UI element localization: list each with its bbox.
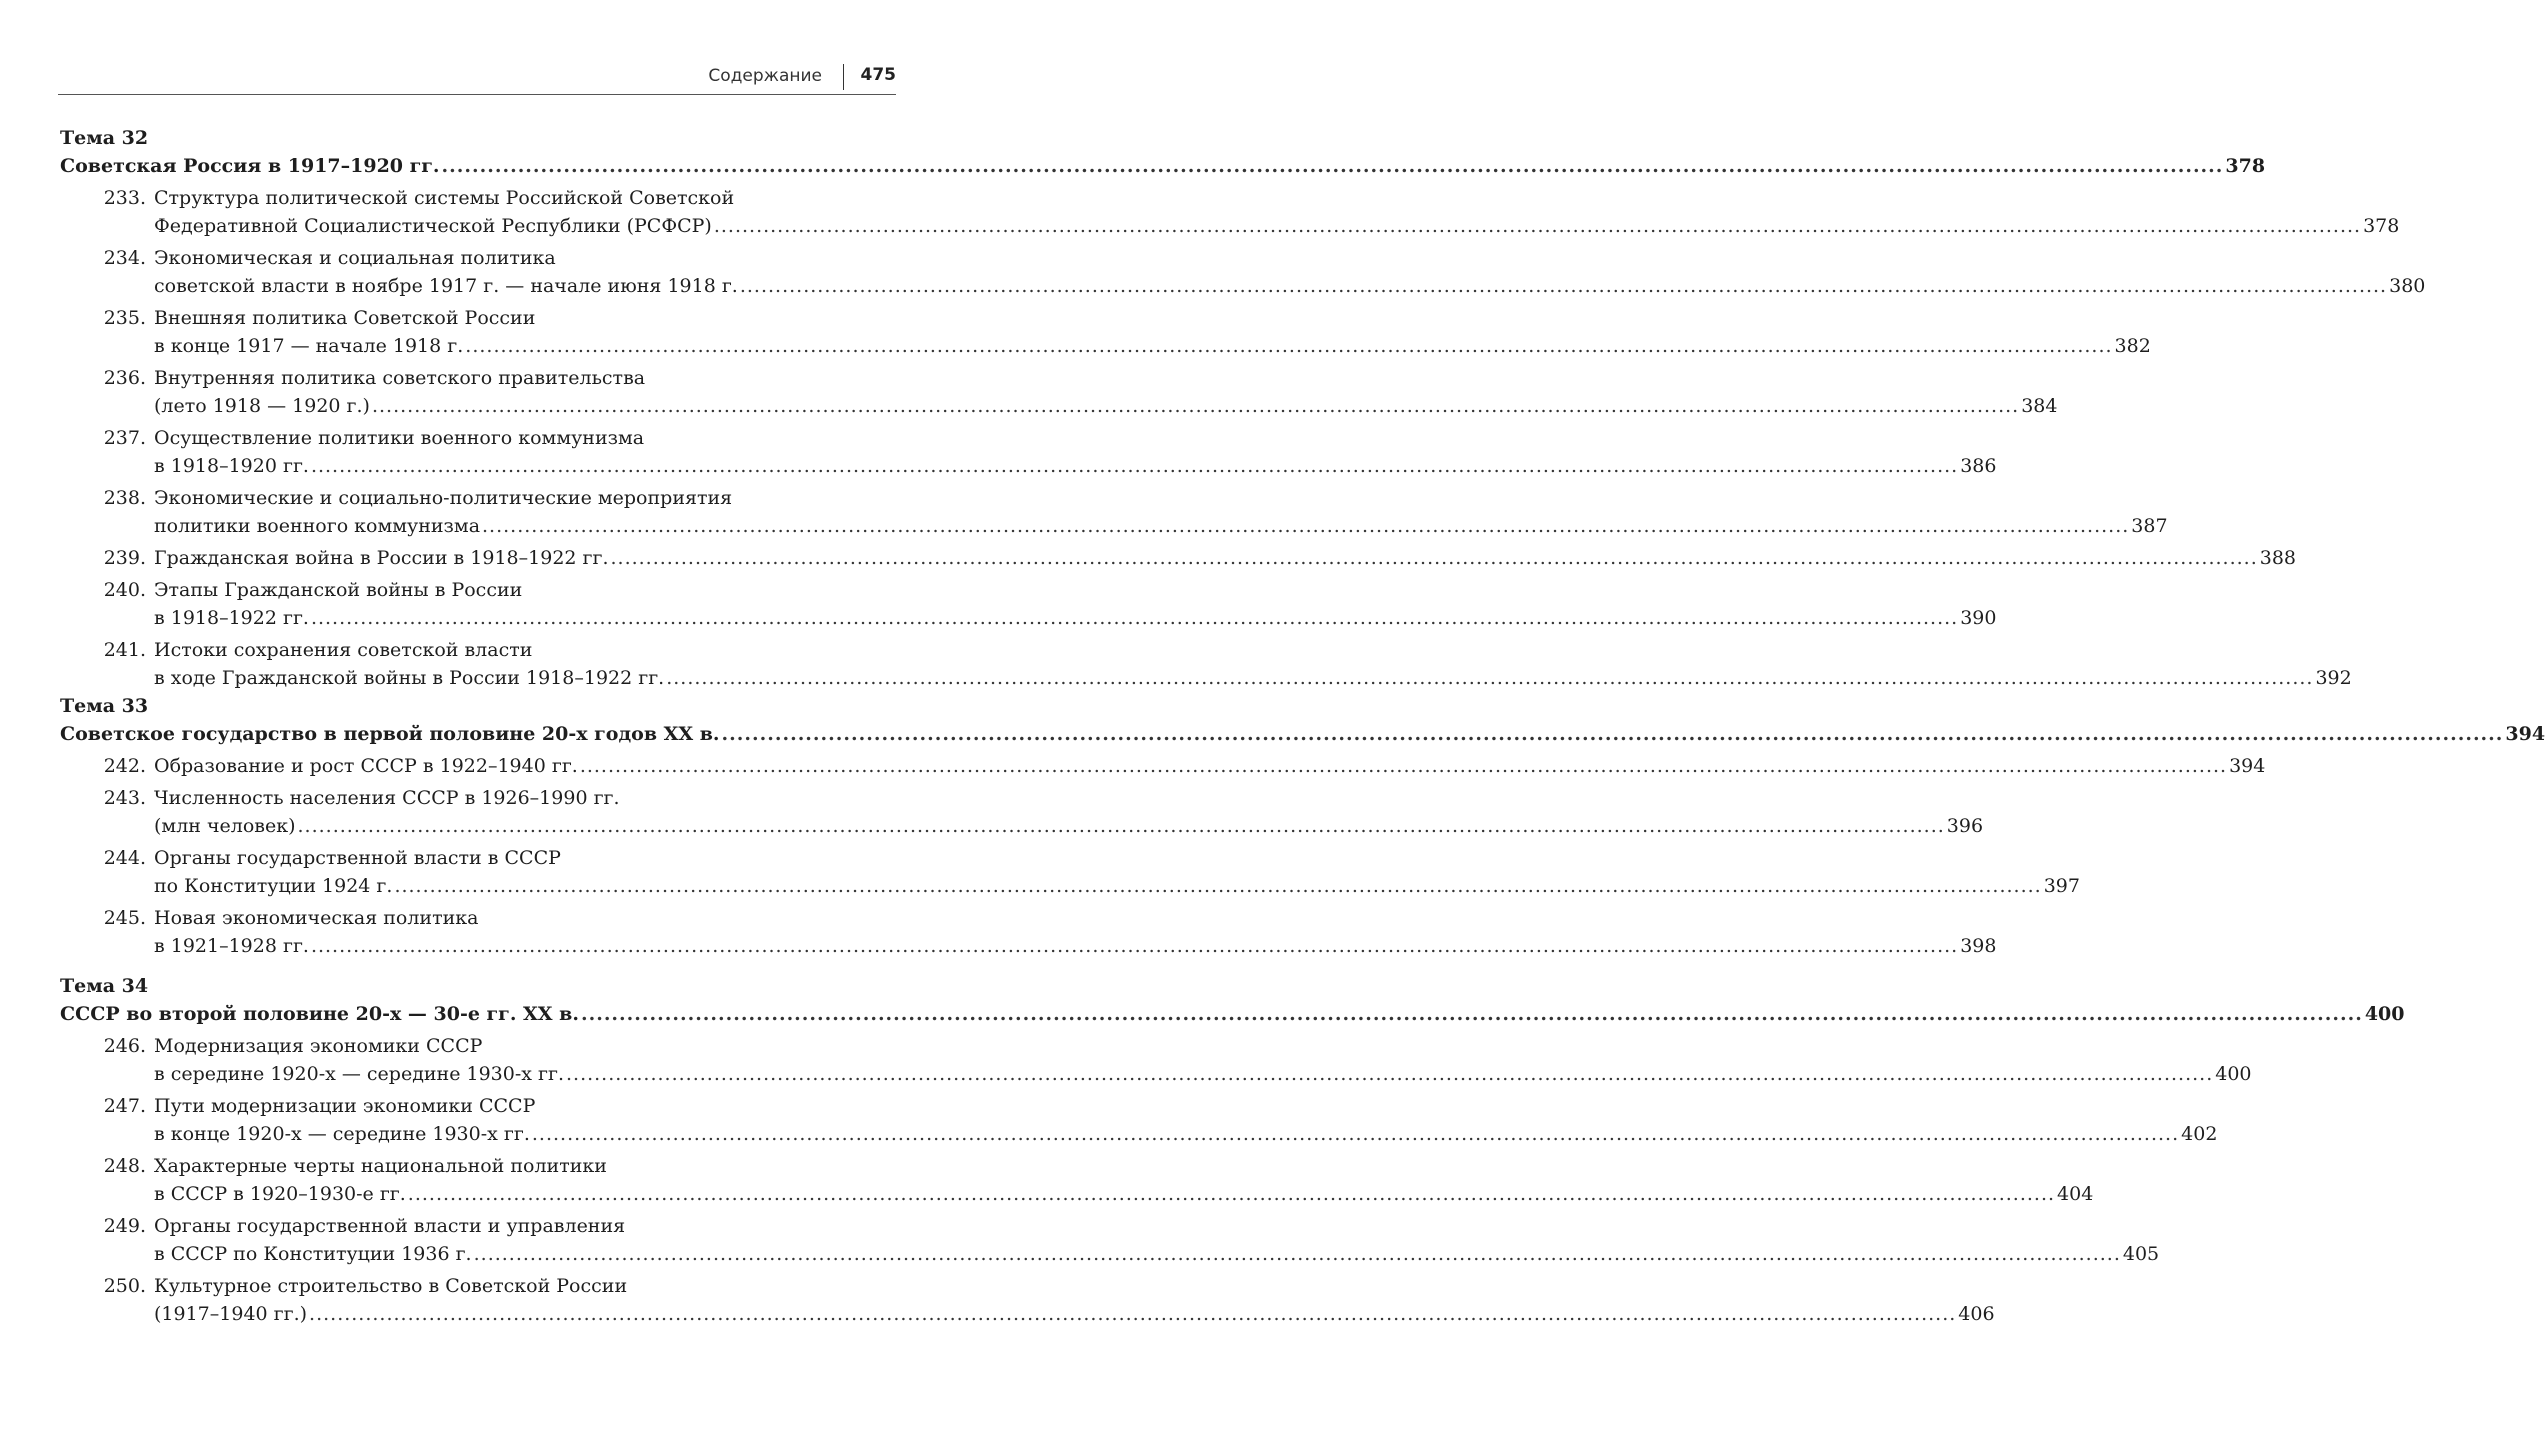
entry-title-line: Истоки сохранения советской власти bbox=[154, 639, 533, 661]
entry-title-line: политики военного коммунизма bbox=[154, 515, 481, 537]
entry-number: 238. bbox=[103, 487, 146, 509]
entry-page: 397 bbox=[2043, 875, 2080, 897]
entry-number: 235. bbox=[103, 307, 146, 329]
entry-title-line: в 1921–1928 гг. bbox=[154, 935, 309, 957]
leader-dots: .......................................................................................................................................................................................................................................... bbox=[531, 1123, 2180, 1145]
entry-page: 382 bbox=[2114, 335, 2151, 357]
toc-entry[interactable] bbox=[60, 244, 2426, 300]
entry-title-line: в 1918–1922 гг. bbox=[154, 607, 309, 629]
leader-dots: .......................................................................................................................................................................................................................................... bbox=[465, 335, 2113, 357]
toc-entry[interactable] bbox=[60, 1152, 2094, 1208]
leader-dots: .......................................................................................................................................................................................................................................... bbox=[580, 1003, 2363, 1025]
topic-title[interactable] bbox=[60, 1000, 2405, 1028]
entry-number: 248. bbox=[103, 1155, 146, 1177]
entry-title-line: Новая экономическая политика bbox=[154, 907, 479, 929]
entry-list bbox=[60, 752, 2266, 960]
entry-leader-line bbox=[154, 272, 2426, 300]
entry-title-line: в 1918–1920 гг. bbox=[154, 455, 309, 477]
entry-page: 404 bbox=[2057, 1183, 2094, 1205]
entry-page: 405 bbox=[2122, 1243, 2160, 1265]
entry-leader-line bbox=[154, 1180, 2094, 1208]
entry-list bbox=[60, 1032, 2252, 1328]
entry-page: 387 bbox=[2131, 515, 2168, 537]
topic-title[interactable] bbox=[60, 720, 2545, 748]
entry-page: 406 bbox=[1958, 1303, 1995, 1325]
entry-page: 380 bbox=[2389, 275, 2426, 297]
entry-page: 398 bbox=[1960, 935, 1997, 957]
topic-32 bbox=[60, 124, 2426, 692]
header-title: Содержание bbox=[708, 66, 822, 86]
header-separator bbox=[843, 64, 845, 90]
entry-leader-line bbox=[154, 872, 2080, 900]
topic-title[interactable] bbox=[60, 152, 2266, 180]
topic-34 bbox=[60, 972, 2405, 1328]
entry-list bbox=[60, 184, 2426, 692]
entry-title-line: в СССР в 1920–1930-е гг. bbox=[154, 1183, 406, 1205]
entry-number: 242. bbox=[103, 755, 146, 777]
entry-title-line: Характерные черты национальной политики bbox=[154, 1155, 607, 1177]
entry-number: 233. bbox=[103, 187, 146, 209]
leader-dots: .......................................................................................................................................................................................................................................... bbox=[610, 547, 2258, 569]
entry-page: 386 bbox=[1960, 455, 1997, 477]
entry-page: 388 bbox=[2259, 547, 2297, 569]
leader-dots: .......................................................................................................................................................................................................................................... bbox=[310, 607, 1959, 629]
leader-dots: .......................................................................................................................................................................................................................................... bbox=[739, 275, 2388, 297]
entry-page: 378 bbox=[2363, 215, 2400, 237]
entry-title-line: Органы государственной власти и управления bbox=[154, 1215, 626, 1237]
entry-title-line: Образование и рост СССР в 1922–1940 гг. bbox=[154, 755, 578, 777]
entry-title-line: Федеративной Социалистической Республики (РСФСР) bbox=[154, 215, 712, 237]
entry-title-line: в конце 1920-х — середине 1930-х гг. bbox=[154, 1123, 530, 1145]
entry-leader-line bbox=[154, 392, 2058, 420]
entry-title-line: по Конституции 1924 г. bbox=[154, 875, 393, 897]
entry-number: 234. bbox=[103, 247, 146, 269]
entry-number: 236. bbox=[103, 367, 146, 389]
leader-dots: .......................................................................................................................................................................................................................................... bbox=[297, 815, 1945, 837]
topic-title-text: Советская Россия в 1917–1920 гг. bbox=[60, 155, 440, 177]
entry-title-line: Экономические и социально-политические мероприятия bbox=[154, 487, 733, 509]
toc-entry[interactable] bbox=[60, 1212, 2160, 1268]
leader-dots: .......................................................................................................................................................................................................................................... bbox=[666, 667, 2314, 689]
topic-label: Тема 34 bbox=[60, 975, 149, 997]
topic-label: Тема 33 bbox=[60, 695, 149, 717]
entry-leader-line bbox=[154, 812, 1984, 840]
entry-title-line: Пути модернизации экономики СССР bbox=[154, 1095, 536, 1117]
entry-leader-line bbox=[154, 664, 2352, 692]
toc-entry[interactable] bbox=[60, 1092, 2218, 1148]
leader-dots: .......................................................................................................................................................................................................................................... bbox=[482, 515, 2130, 537]
toc-entry[interactable] bbox=[60, 784, 1984, 840]
entry-leader-line bbox=[154, 1120, 2218, 1148]
entry-number: 241. bbox=[103, 639, 146, 661]
entry-leader-line bbox=[154, 932, 1997, 960]
entry-title-line: Модернизация экономики СССР bbox=[154, 1035, 483, 1057]
entry-leader-line bbox=[154, 452, 1997, 480]
toc-entry[interactable] bbox=[60, 364, 2058, 420]
entry-number: 250. bbox=[103, 1275, 146, 1297]
entry-leader-line bbox=[154, 604, 1997, 632]
leader-dots: .......................................................................................................................................................................................................................................... bbox=[565, 1063, 2214, 1085]
entry-number: 245. bbox=[103, 907, 146, 929]
page-number: 475 bbox=[860, 65, 896, 85]
entry-leader-line bbox=[154, 544, 2297, 572]
entry-number: 243. bbox=[103, 787, 146, 809]
leader-dots: .......................................................................................................................................................................................................................................... bbox=[441, 155, 2224, 177]
entry-title-line: Внутренняя политика советского правительства bbox=[154, 367, 646, 389]
toc-entry[interactable] bbox=[60, 1272, 1995, 1328]
toc-entry[interactable] bbox=[60, 184, 2400, 240]
entry-title-line: Органы государственной власти в СССР bbox=[154, 847, 561, 869]
toc-entry[interactable] bbox=[60, 304, 2151, 360]
leader-dots: .......................................................................................................................................................................................................................................... bbox=[394, 875, 2042, 897]
entry-page: 400 bbox=[2215, 1063, 2252, 1085]
entry-page: 390 bbox=[1960, 607, 1997, 629]
toc-entry[interactable] bbox=[60, 1032, 2252, 1088]
entry-title-line: Экономическая и социальная политика bbox=[154, 247, 556, 269]
entry-title-line: Осуществление политики военного коммунизма bbox=[154, 427, 645, 449]
entry-leader-line bbox=[154, 752, 2266, 780]
topic-page: 400 bbox=[2364, 1003, 2405, 1025]
leader-dots: .......................................................................................................................................................................................................................................... bbox=[713, 215, 2362, 237]
entry-number: 244. bbox=[103, 847, 146, 869]
entry-title-line: Культурное строительство в Советской России bbox=[154, 1275, 628, 1297]
entry-leader-line bbox=[154, 1300, 1995, 1328]
entry-title-line: (лето 1918 — 1920 г.) bbox=[154, 395, 370, 417]
entry-number: 247. bbox=[103, 1095, 146, 1117]
entry-title-line: в конце 1917 — начале 1918 г. bbox=[154, 335, 464, 357]
entry-number: 246. bbox=[103, 1035, 146, 1057]
toc-entry[interactable] bbox=[60, 844, 2080, 900]
entry-title-line: (млн человек) bbox=[154, 815, 296, 837]
entry-page: 392 bbox=[2315, 667, 2352, 689]
topic-page: 394 bbox=[2505, 723, 2545, 745]
toc-entry[interactable] bbox=[60, 752, 2266, 780]
entry-number: 237. bbox=[103, 427, 146, 449]
entry-number: 240. bbox=[103, 579, 146, 601]
running-header bbox=[58, 62, 896, 95]
topic-title-text: Советское государство в первой половине 20-х годов XX в. bbox=[60, 723, 720, 745]
entry-page: 402 bbox=[2181, 1123, 2218, 1145]
entry-title-line: Этапы Гражданской войны в России bbox=[154, 579, 523, 601]
leader-dots: .......................................................................................................................................................................................................................................... bbox=[579, 755, 2228, 777]
leader-dots: .......................................................................................................................................................................................................................................... bbox=[407, 1183, 2056, 1205]
topic-page: 378 bbox=[2225, 155, 2266, 177]
entry-leader-line bbox=[154, 332, 2151, 360]
entry-leader-line bbox=[154, 512, 2168, 540]
entry-title-line: Внешняя политика Советской России bbox=[154, 307, 536, 329]
entry-leader-line bbox=[154, 1060, 2252, 1088]
entry-title-line: советской власти в ноябре 1917 г. — начале июня 1918 г. bbox=[154, 275, 738, 297]
entry-page: 384 bbox=[2021, 395, 2058, 417]
entry-title-line: в середине 1920-х — середине 1930-х гг. bbox=[154, 1063, 564, 1085]
toc-entry[interactable] bbox=[60, 424, 1997, 480]
entry-number: 249. bbox=[103, 1215, 146, 1237]
leader-dots: .......................................................................................................................................................................................................................................... bbox=[473, 1243, 2121, 1265]
toc-entry[interactable] bbox=[60, 484, 2168, 540]
leader-dots: .......................................................................................................................................................................................................................................... bbox=[310, 455, 1959, 477]
entry-title-line: Гражданская война в России в 1918–1922 гг. bbox=[154, 547, 609, 569]
topic-label: Тема 32 bbox=[60, 127, 149, 149]
toc-entry[interactable] bbox=[60, 904, 1997, 960]
entry-leader-line bbox=[154, 212, 2400, 240]
leader-dots: .......................................................................................................................................................................................................................................... bbox=[721, 723, 2504, 745]
entry-title-line: в СССР по Конституции 1936 г. bbox=[154, 1243, 472, 1265]
toc-entry[interactable] bbox=[60, 636, 2352, 692]
toc-entry[interactable] bbox=[60, 576, 1997, 632]
leader-dots: .......................................................................................................................................................................................................................................... bbox=[310, 935, 1959, 957]
entry-leader-line bbox=[154, 1240, 2160, 1268]
entry-title-line: в ходе Гражданской войны в России 1918–1922 гг. bbox=[154, 667, 665, 689]
topic-33 bbox=[60, 692, 2545, 960]
leader-dots: .......................................................................................................................................................................................................................................... bbox=[371, 395, 2020, 417]
entry-page: 394 bbox=[2229, 755, 2266, 777]
entry-title-line: Численность населения СССР в 1926–1990 гг. bbox=[154, 787, 620, 809]
entry-title-line: Структура политической системы Российской Советской bbox=[154, 187, 735, 209]
leader-dots: .......................................................................................................................................................................................................................................... bbox=[309, 1303, 1957, 1325]
entry-title-line: (1917–1940 гг.) bbox=[154, 1303, 308, 1325]
topic-title-text: СССР во второй половине 20-х — 30-е гг. XX в. bbox=[60, 1003, 579, 1025]
entry-number: 239. bbox=[103, 547, 146, 569]
toc-entry[interactable] bbox=[60, 544, 2297, 572]
entry-page: 396 bbox=[1946, 815, 1984, 837]
